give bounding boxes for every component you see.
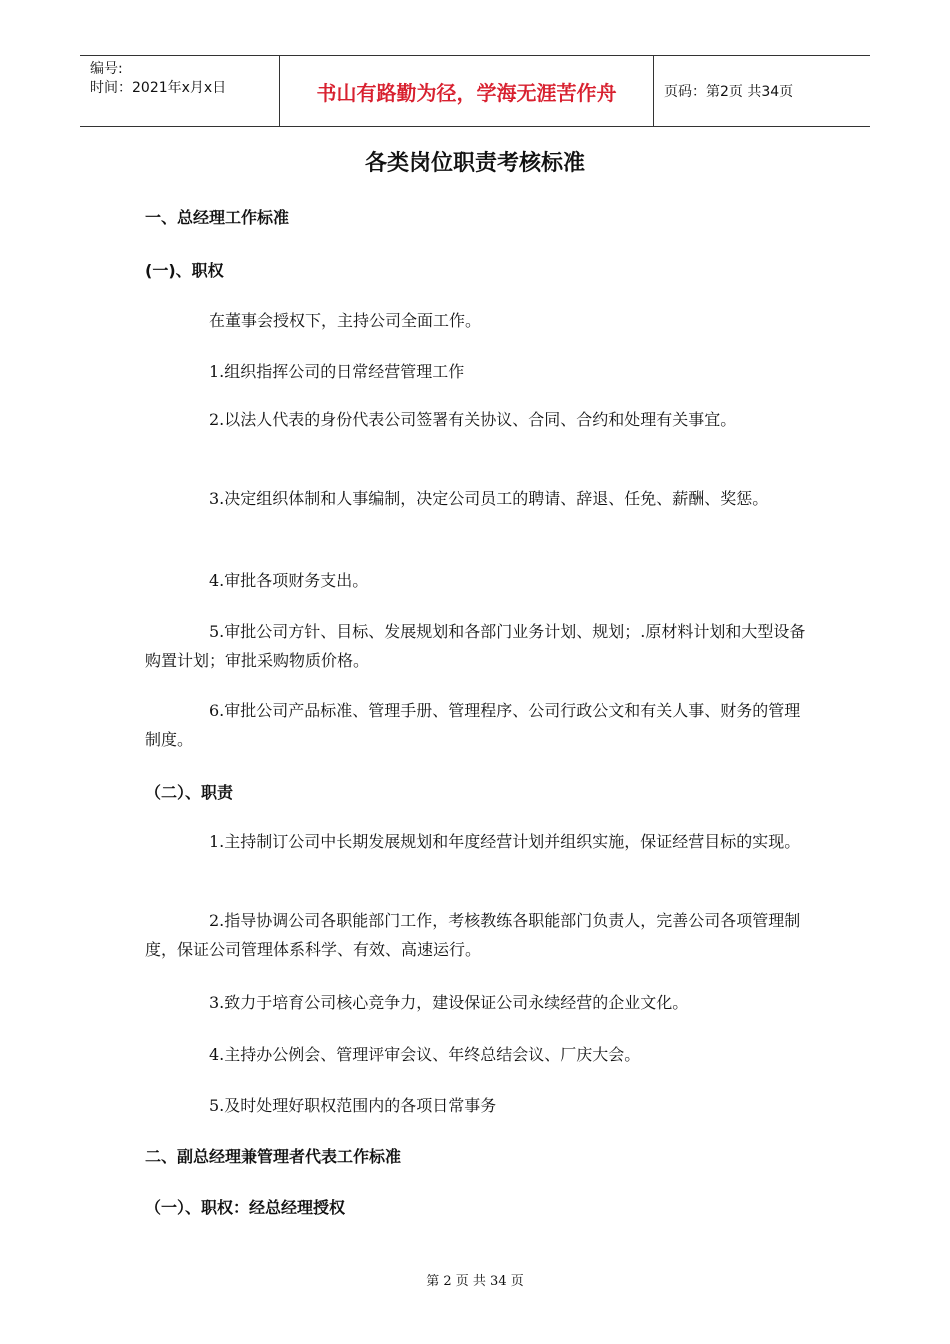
header-motto: 书山有路勤为径，学海无涯苦作舟 [280,56,654,126]
header-page-info: 页码：第2页 共34页 [664,84,794,100]
list-item: 5.及时处理好职权范围内的各项日常事务 [209,1096,497,1115]
page-footer: 第 2 页 共 34 页 [426,1274,524,1289]
section-heading-1: 一、总经理工作标准 [145,208,290,227]
list-item: 6.审批公司产品标准、管理手册、管理程序、公司行政公文和有关人事、财务的管理制度。 [145,701,801,749]
page-header [80,55,870,127]
subsection-heading-authority: (一)、职权 [145,261,224,280]
subsection-heading-duties: （二）、职责 [145,783,234,802]
subsection-heading-authority-2: （一）、职权：经总经理授权 [145,1198,346,1217]
paragraph-intro: 在董事会授权下，主持公司全面工作。 [209,311,482,330]
list-item: 2.指导协调公司各职能部门工作，考核教练各职能部门负责人，完善公司各项管理制度，保证公司管理体系科学、有效、高速运行。 [145,911,801,959]
list-item: 3.致力于培育公司核心竞争力，建设保证公司永续经营的企业文化。 [209,993,689,1012]
document-title: 各类岗位职责考核标准 [364,151,585,176]
header-meta [80,56,280,126]
list-item: 4.主持办公例会、管理评审会议、年终总结会议、厂庆大会。 [209,1045,641,1064]
list-item: 3.决定组织体制和人事编制，决定公司员工的聘请、辞退、任免、薪酬、奖惩。 [209,489,769,508]
number-label: 编号: [90,61,123,77]
list-item: 1.主持制订公司中长期发展规划和年度经营计划并组织实施，保证经营目标的实现。 [209,832,801,851]
section-heading-2: 二、副总经理兼管理者代表工作标准 [145,1147,402,1166]
time-label: 时间：2021年x月x日 [90,80,227,96]
list-item: 5.审批公司方针、目标、发展规划和各部门业务计划、规划；.原材料计划和大型设备购置计划；审批采购物质价格。 [145,622,806,670]
list-item: 2.以法人代表的身份代表公司签署有关协议、合同、合约和处理有关事宜。 [209,410,737,429]
list-item: 1.组织指挥公司的日常经营管理工作 [209,362,465,381]
list-item: 4.审批各项财务支出。 [209,571,369,590]
